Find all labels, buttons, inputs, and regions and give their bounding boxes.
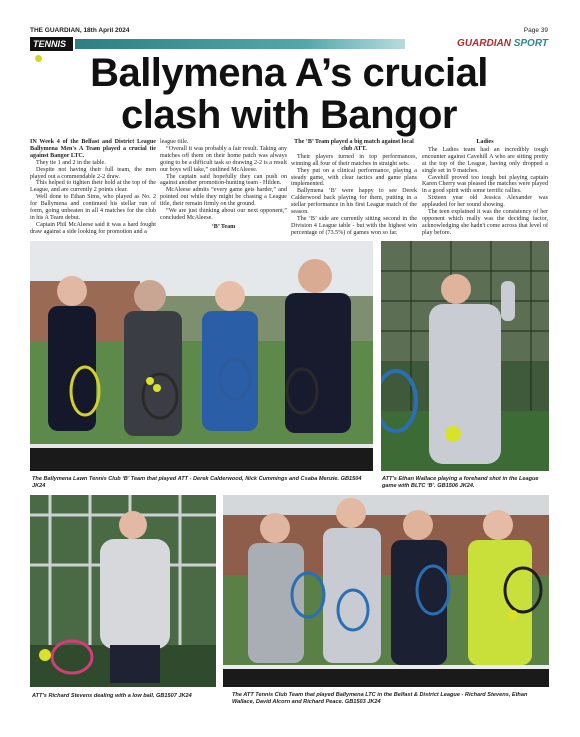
- photo-att-team: [223, 495, 549, 687]
- brand-logo: GUARDIAN SPORT: [457, 38, 548, 49]
- section-bar: [75, 39, 405, 49]
- article-column-1: IN Week 4 of the Belfast and District League Ballymena Men's A Team played a crucial tie against Bangor LTC. They tie 1 and 2 in the table. Despite not having their full team, the men played out a commendable 2-2 draw. This helped to tighten their hold at the top of the League, and are currently 2 points clear. Well done to Ethan Sims, who played as No. 2 for Ballymena and continued his stellar run of form, going unbeaten in all 4 matches for the club in his A Team debut. Captain Phil McAleese said it was a hard fought draw against a side looking for promotion and a: [30, 139, 156, 235]
- article-column-3: The ‘B’ Team played a big match against local club ATT. Their players turned in top performances, winning all four of their matches in straight sets. They put on a clinical performance, playing a steady game, with clear tactics and game plans implemented. Ballymena ‘B’ were happy to see Derek Calderwood back playing for them, putting in a stellar performance in his first League match of the season. The ‘B’ side are currently sitting second in the Division 4 League table - but with the highest win percentage of (73.5%) of games won so far.: [291, 139, 417, 236]
- caption-photo-1: The Ballymena Lawn Tennis Club ‘B’ Team that played ATT - Derek Calderwood, Nick Cummings and Csaba Menzie. GB1504 JK24: [32, 476, 362, 489]
- newspaper-date: THE GUARDIAN, 18th April 2024: [30, 27, 130, 34]
- photo-richard-stevens: [30, 495, 216, 687]
- headline-line-2: clash with Bangor: [121, 93, 457, 137]
- section-tab: TENNIS: [30, 37, 73, 51]
- caption-photo-4: The ATT Tennis Club Team that played Ballymena LTC in the Belfast & District League - Richard Stevens, Ethan Wallace, David Alcorn and Richard Peace. GB1503 JK24: [232, 692, 528, 705]
- subhead-b-team: ‘B’ Team: [211, 223, 236, 230]
- article-column-4: Ladies The Ladies team had an incredibly tough encounter against Cavehill A who are sitting pretty at the top of the League, having only dropped a single set in 9 matches. Cavehill proved too tough but playing captain Karen Cherry was pleased the matches were played in a good spirit with some terrific rallies. Sixteen year old Jessica Alexander was applauded for her sound showing. The teen explained it was the consistency of her opponent which really was the deciding factor, acknowledging she hadn't come across that level of play before.: [422, 139, 548, 236]
- page-number: Page 39: [523, 27, 548, 34]
- caption-photo-2: ATT's Ethan Wallace playing a forehand shot in the League game with BLTC ‘B’. GB1506 JK24.: [382, 476, 539, 489]
- headline-line-1: Ballymena A’s crucial: [90, 51, 488, 95]
- caption-photo-3: ATT's Richard Stevens dealing with a low ball. GB1507 JK24: [32, 693, 192, 699]
- article-column-2: league title. “Overall it was probably a fair result. Taking any matches off them on their home patch was always going to be a difficult task so drawing 2-2 is a result our boys will take,” outlined McAleese. The captain said hopefully they can push on against another promotion-hunting team - Hilden. McAleese admits “every game gets harder,” and pointed out while they might be chasing a League title, their remain firmly on the ground. “We are just thinking about our next opponent,” concluded McAleese. ‘B’ Team: [160, 139, 287, 230]
- section-band: [30, 37, 548, 51]
- photo-ethan-wallace: [381, 241, 549, 471]
- photo-bltc-b-team: [30, 241, 373, 471]
- headline: [30, 52, 548, 136]
- subhead-b-team-intro: The ‘B’ Team played a big match against local club ATT.: [294, 139, 414, 152]
- subhead-ladies: Ladies: [476, 139, 494, 145]
